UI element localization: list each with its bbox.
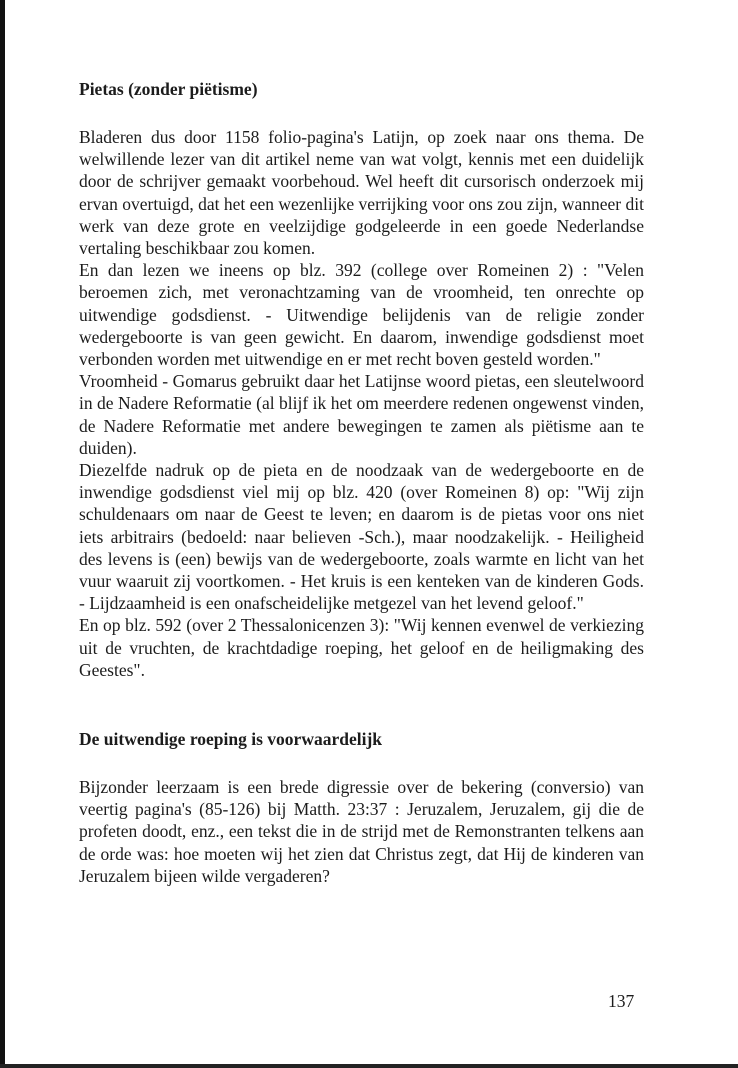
paragraph: Bladeren dus door 1158 folio-pagina's Latijn, op zoek naar ons thema. De welwillende lezer van dit artikel neme van wat volgt, kennis met een duidelijk door de schrijver gemaakt voorbehoud. Wel heeft dit cursorisch onderzoek mij ervan overtuigd, dat het een wezenlijke verrijking voor ons zou zijn, wanneer dit werk van deze grote en veelzijdige godgeleerde in een goede Nederlandse vertaling beschikbaar zou komen. (79, 127, 644, 259)
paragraph: Vroomheid - Gomarus gebruikt daar het Latijnse woord pietas, een sleutelwoord in de Nadere Reformatie (al blijf ik het om meerdere redenen ongewenst vinden, de Nadere Reformatie met andere bewegingen te zamen als piëtisme aan te duiden). (79, 371, 644, 458)
paragraph: Diezelfde nadruk op de pieta en de noodzaak van de wedergeboorte en de inwendige godsdienst viel mij op blz. 420 (over Romeinen 8) op: "Wij zijn schuldenaars om naar de Geest te leven; en daarom is de pietas voor ons niet iets arbitrairs (bedoeld: naar believen -Sch.), maar noodzakelijk. - Heiligheid des levens is (een) bewijs van de wedergeboorte, zoals warmte en licht van het vuur waaruit zij voortkomen. - Het kruis is een kenteken van de kinderen Gods. - Lijdzaamheid is een onafscheidelijke metgezel van het levend geloof." (79, 460, 644, 614)
scan-left-edge (0, 0, 5, 1068)
section-heading-pietas: Pietas (zonder piëtisme) (79, 79, 258, 99)
section-heading-roeping: De uitwendige roeping is voorwaardelijk (79, 729, 383, 750)
paragraph: Bijzonder leerzaam is een brede digressie over de bekering (conversio) van veertig pagina's (85-126) bij Matth. 23:37 : Jeruzalem, Jeruzalem, gij die de profeten doodt, enz., een tekst die in de strijd met de Remonstranten telkens aan de orde was: hoe moeten wij het zien dat Christus zegt, dat Hij de kinderen van Jeruzalem bijeen wilde vergaderen? (79, 777, 644, 886)
paragraph: En op blz. 592 (over 2 Thessalonicenzen 3): "Wij kennen evenwel de verkiezing uit de vruchten, de krachtdadige roeping, het geloof en de heiligmaking des Geestes". (79, 615, 644, 680)
page-number: 137 (608, 991, 635, 1011)
scan-bottom-edge (0, 1064, 738, 1068)
page-body (79, 78, 644, 887)
paragraph: En dan lezen we ineens op blz. 392 (college over Romeinen 2) : "Velen beroemen zich, met veronachtzaming van de vroomheid, ten onrechte op uitwendige godsdienst. - Uitwendige belijdenis van de religie zonder wedergeboorte is van geen gewicht. En daarom, inwendige godsdienst moet verbonden worden met uitwendige en er met recht boven gesteld worden." (79, 260, 644, 370)
